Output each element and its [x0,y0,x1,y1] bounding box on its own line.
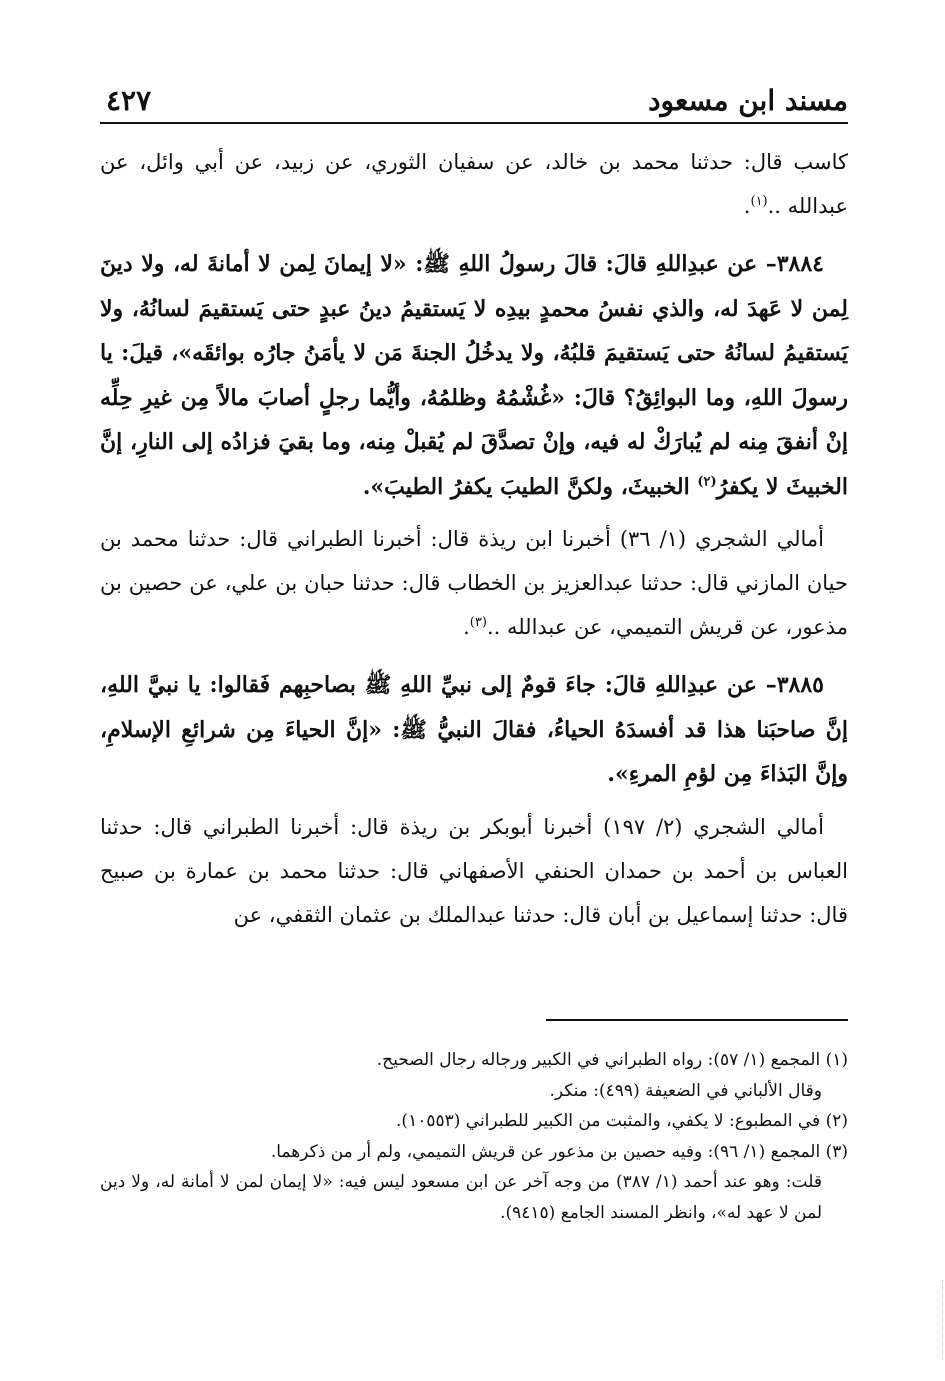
footnote-ref-3: (٣) [469,615,487,630]
hadith-3884-end: الخبيثَ، ولكنَّ الطيبَ يكفرُ الطيبَ». [362,473,698,500]
paragraph-source-1-text: أمالي الشجري (١/ ٣٦) أخبرنا ابن ريذة قال: أخبرنا الطبراني قال: حدثنا محمد بن حيان المازني قال: حدثنا عبدالعزيز بن الخطاب قال: حدثنا حبان بن علي، عن حصين بن مذعور، عن قريش التميمي، عن عبدالله .. [100,527,848,639]
paragraph-chain-1: كاسب قال: حدثنا محمد بن خالد، عن سفيان الثوري، عن زبيد، عن أبي وائل، عن عبدالله ..$^{(١)}$. [100,150,848,218]
scan-edge-marks [938,1280,943,1360]
paragraph-chain-1-text: كاسب قال: حدثنا محمد بن خالد، عن سفيان الثوري، عن زبيد، عن أبي وائل، عن عبدالله .. [100,150,848,218]
footnote-1-continuation: وقال الألباني في الضعيفة (٤٩٩): منكر. [549,1080,822,1101]
footnote-divider [546,1019,848,1021]
footnote-3: (٣) المجمع (١/ ٩٦): وفيه حصين بن مذعور عن قريش التميمي، ولم أر من ذكرهما. [270,1141,848,1162]
footnote-1: (١) المجمع (١/ ٥٧): رواه الطبراني في الكبير ورجاله رجال الصحيح. [376,1050,848,1070]
hadith-3884 [100,242,848,509]
footnote-2: (٢) في المطبوع: لا يكفي، والمثبت من الكبير للطبراني (١٠٥٥٣). [396,1111,848,1131]
page-header [100,82,848,124]
footnote-ref-2: (٢) [697,474,717,490]
footnotes [100,1045,848,1228]
paragraph-source-1: أمالي الشجري (١/ ٣٦) أخبرنا ابن ريذة قال: أخبرنا الطبراني قال: حدثنا محمد بن حيان المازني قال: حدثنا عبدالعزيز بن الخطاب قال: حدثنا حبان بن علي، عن حصين بن مذعور، عن قريش التميمي، عن عبدالله ..$^{(٣)}$. [100,527,848,639]
footnote-ref-1: (١) [750,194,768,209]
main-text [100,140,848,937]
page-number: ٤٢٧ [106,84,152,117]
paragraph-source-2: أمالي الشجري (٢/ ١٩٧) أخبرنا أبوبكر بن ريذة قال: أخبرنا الطبراني قال: حدثنا العباس بن أحمد بن حمدان الحنفي الأصفهاني قال: حدثنا محمد بن عمارة بن صبيح قال: حدثنا إسماعيل بن أبان قال: حدثنا عبدالملك بن عثمان الثقفي، عن [100,814,848,927]
footnote-3-continuation: قلت: وهو عند أحمد (١/ ٣٨٧) من وجه آخر عن ابن مسعود ليس فيه: «لا إيمان لمن لا أمانة له، ولا دين لمن لا عهد له»، وانظر المسند الجامع (٩٤١٥). [100,1172,822,1223]
hadith-3885: ٣٨٨٥– عن عبدِاللهِ قالَ: جاءَ قومٌ إلى نبيِّ اللهِ ﷺ بصاحبِهم فَقالوا: يا نبيَّ اللهِ، إنَّ صاحبَنا هذا قد أفسدَهُ الحياءُ، فقالَ النبيُّ ﷺ: «إنَّ الحياءَ مِن شرائعِ الإسلامِ، وإنَّ البَذاءَ مِن لؤمِ المرءِ». [100,672,848,787]
running-title: مسند ابن مسعود [648,84,848,117]
hadith-3884-text: ٣٨٨٤– عن عبدِاللهِ قالَ: قالَ رسولُ اللهِ ﷺ: «لا إيمانَ لِمن لا أمانةَ له، ولا دينَ لِمن لا عَهدَ له، والذي نفسُ محمدٍ بيدِه لا يَستقيمُ دينُ عبدٍ حتى يَستقيمَ لسانُهُ، ولا يَستقيمُ لسانُهُ حتى يَستقيمَ قلبُهُ، ولا يدخُلُ الجنةَ مَن لا يأمَنُ جارُه بوائقَه»، قيلَ: يا رسولَ اللهِ، وما البوائِقُ؟ قالَ: «غُشْمُهُ وظلمُهُ، وأيُّما رجلٍ أصابَ مالاً مِن غيرِ حِلِّه إنْ أنفقَ مِنه لم يُبارَكْ له فيه، وإنْ تصدَّقَ لم يُقبلْ مِنه، وما بقيَ فزادُه إلى النارِ، إنَّ الخبيثَ لا يكفرُ [100,251,848,500]
